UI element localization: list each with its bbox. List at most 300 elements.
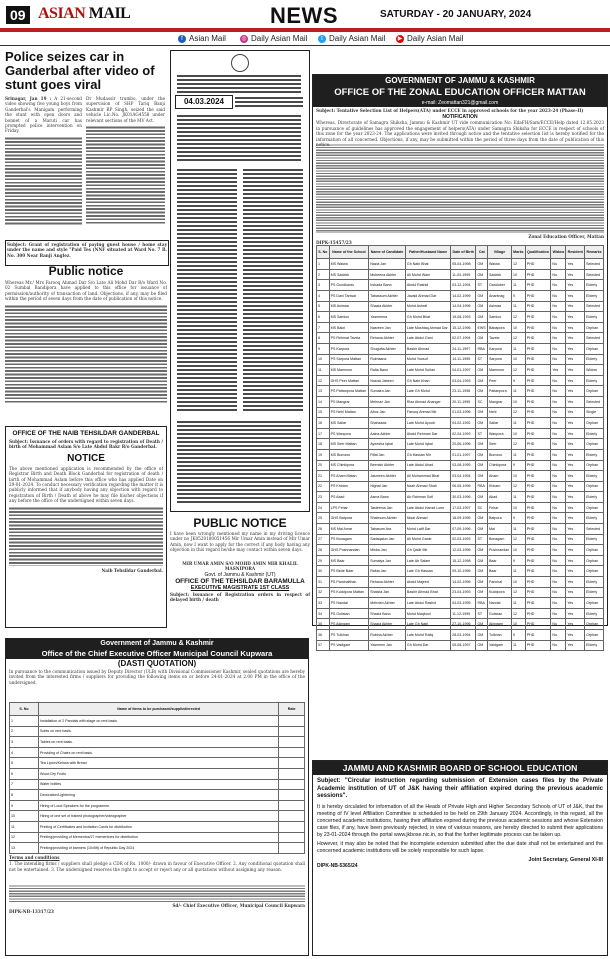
zeo-email: e-mail: Zeomattan321@gmail.com	[313, 99, 607, 107]
zeo-table-cell: Selected	[585, 333, 604, 344]
zeo-table-cell: Elderly	[585, 471, 604, 482]
zeo-table-cell: OM	[476, 301, 488, 312]
zeo-table-cell: Gulistan	[488, 608, 512, 619]
kupwara-table-cell: 5	[10, 758, 39, 769]
zeo-table-header-cell: Resident	[566, 246, 585, 259]
zeo-table-row	[317, 375, 604, 386]
zeo-table-cell: Yes	[566, 312, 585, 323]
zeo-table-cell: 12	[511, 608, 525, 619]
zeo-table-cell: 16	[317, 418, 330, 429]
zeo-table-cell: Riaz Ahmad Ahanger	[405, 396, 450, 407]
zeo-table-header-cell: Father/Husband Name	[405, 246, 450, 259]
emblem-seal-icon	[231, 54, 249, 72]
zeo-table-cell: 36	[317, 630, 330, 641]
zeo-table-cell: Chinkipora	[488, 460, 512, 471]
jkbose-body-2: However, it may also be noted that the incomplete extension submitted after the due date shall not be entertained and the concerned academic institutions will be solely responsible for such lapse.	[317, 840, 603, 854]
issue-date: SATURDAY - 20 JANUARY, 2024	[380, 9, 532, 20]
zeo-table-cell: Khiram	[488, 481, 512, 492]
zeo-table-header-cell: Name of the School	[329, 246, 369, 259]
police-headline: Police seizes car in Ganderbal after video of stunt goes viral	[5, 49, 155, 92]
zeo-table-row	[317, 280, 604, 291]
zeo-table-cell: Late Abdul Ahad	[405, 460, 450, 471]
zeo-notification-title: NOTIFICATION	[442, 114, 478, 121]
zeo-table-cell: No	[551, 322, 566, 333]
zeo-table-cell: 2	[317, 269, 330, 280]
zeo-table-cell: No	[551, 301, 566, 312]
zeo-table-cell: OM	[476, 640, 488, 651]
zeo-table-header-cell: Village	[488, 246, 512, 259]
zeo-table-cell: Yes	[566, 375, 585, 386]
zeo-table-cell: Mangrar	[488, 396, 512, 407]
zeo-table-cell: Gh Hassan Mir	[405, 449, 450, 460]
zeo-table-cell: PHD	[525, 640, 551, 651]
zeo-table-cell: Late Mushtaq Ahmad Dar	[405, 322, 450, 333]
facebook-icon: f	[178, 35, 186, 43]
zeo-table-cell: Late Mohd Iqbal	[405, 439, 450, 450]
zeo-table-cell: Orphan	[585, 545, 604, 556]
zeo-table-cell: PS Sarpora Mattan	[329, 354, 369, 365]
social-facebook[interactable]: f Asian Mail	[178, 34, 226, 43]
zeo-table-cell: 25	[317, 513, 330, 524]
zeo-table-cell: OM	[476, 555, 488, 566]
zeo-table-row	[317, 386, 604, 397]
kupwara-ref: DIPK-NB-13317/23	[9, 908, 54, 914]
zeo-table-cell: Ayeesha Iqbal	[369, 439, 406, 450]
zeo-table-cell: OM	[476, 524, 488, 535]
urdu-notice-body-1	[177, 113, 301, 163]
zeo-table-cell: Beenish Akhter	[369, 460, 406, 471]
kupwara-terms: 1. The intending firms / suppliers shall pledge a CDR of Rs. 1000/- drawn in favour of Executive Officer. 2. Any conditional quotation shall not be entertained. 3. The undersigned reserves the right to accept or reject any or all quotations without assigning any reason.	[9, 861, 305, 872]
zeo-table-cell: 17	[317, 428, 330, 439]
zeo-table-cell: SC	[476, 502, 488, 513]
zeo-table-cell: GHS Peer Mattan	[329, 375, 369, 386]
zeo-table-cell: Yes	[566, 534, 585, 545]
zeo-table-cell: RBA	[476, 598, 488, 609]
public-notice-mid-title: PUBLIC NOTICE	[193, 516, 287, 530]
zeo-table-cell: PHD	[525, 365, 551, 376]
zeo-office: OFFICE OF THE ZONAL EDUCATION OFFICER MATTAN	[313, 86, 607, 99]
zeo-table-cell: MS Baar	[329, 555, 369, 566]
kupwara-table-cell: 4	[10, 747, 39, 758]
zeo-table-cell: 11	[511, 449, 525, 460]
zeo-table-cell: Gh Qadir Mir	[405, 545, 450, 556]
zeo-table-header-cell: Widow	[551, 246, 566, 259]
kupwara-table-cell: Tables on rent basis.	[39, 737, 279, 748]
kupwara-signature: Sd/- Chief Executive Officer, Municipal Council Kupwara	[172, 903, 305, 909]
zeo-table-cell: Nazir Ahmad Shah	[405, 481, 450, 492]
zeo-table-cell: 12	[317, 375, 330, 386]
zeo-table-cell: ST	[476, 354, 488, 365]
zeo-subject: Subject: Tentative Selection List of Helpers(ATA) under ECCE in approved schools for the year 2023-24 (Phase-II)	[316, 108, 584, 113]
zeo-table-cell: Yes	[566, 481, 585, 492]
zeo-table-cell: 06-05-1996	[451, 481, 476, 492]
zeo-table-cell: OM	[476, 418, 488, 429]
zeo-table-cell: Akingam	[488, 619, 512, 630]
zeo-table-cell: 9	[511, 460, 525, 471]
zeo-table-cell: Late Mohd Sultan	[405, 365, 450, 376]
zeo-table-cell: 10	[511, 619, 525, 630]
zeo-table-cell: PHD	[525, 619, 551, 630]
zeo-table-cell: Selected	[585, 269, 604, 280]
zeo-table-wrap	[313, 245, 607, 651]
zeo-table-cell: Selected	[585, 259, 604, 270]
zeo-table-cell: 22	[317, 481, 330, 492]
zeo-table-cell: OM	[476, 545, 488, 556]
baramulla-public-notice	[170, 606, 310, 636]
zeo-table-cell: 3	[317, 280, 330, 291]
zeo-table-cell: Yes	[566, 471, 585, 482]
zeo-table-cell: PHD	[525, 269, 551, 280]
kupwara-table-row	[10, 768, 305, 779]
zeo-table-cell: 18-09-1995	[451, 513, 476, 524]
jkbose-title: JAMMU AND KASHMIR BOARD OF SCHOOL EDUCATION	[313, 761, 607, 775]
kupwara-table-wrap	[6, 702, 308, 854]
zeo-table-cell: Karpora	[488, 343, 512, 354]
zeo-table-cell: Yes	[566, 291, 585, 302]
zeo-table-row	[317, 333, 604, 344]
zeo-table-cell: PHD	[525, 502, 551, 513]
police-article-col1: Srinagar, Jan 19 : A 21-second video showing five young boys from Ganderbal's Manigam performing the stunt with open doors and bonnet of a Maruti car has prompted police intervention on Friday.	[5, 96, 82, 238]
zeo-signature: Zonal Education Officer, Mattan	[528, 234, 604, 240]
public-notice-mid-signer: MIR UMAR AMIN S/O MOHD AMIN MIR KHALIL MASNIPORA	[182, 561, 298, 572]
zeo-table-cell: Batpora	[488, 513, 512, 524]
zeo-table-cell: PS Akad	[329, 492, 369, 503]
zeo-table-cell: Yes	[566, 386, 585, 397]
zeo-table-cell: No	[551, 492, 566, 503]
jkbose-subject: Subject: "Circular instruction regarding submission of Extension cases files by the Private Academic institution of UT of J&K having their affiliation expired during the previous academic sessions".	[317, 778, 603, 800]
zeo-table-cell: Babapora	[488, 322, 512, 333]
kupwara-table-row	[10, 716, 305, 727]
zeo-table-cell: 03-12-1994	[451, 280, 476, 291]
zeo-table-cell: Seer	[488, 439, 512, 450]
zeo-table-cell: 5	[317, 301, 330, 312]
zeo-table-cell: Sumaira Jan	[369, 386, 406, 397]
zeo-table-cell: Abdul Rashid	[405, 280, 450, 291]
zeo-table-cell: 17-03-1997	[451, 502, 476, 513]
zeo-table-cell: SC	[476, 396, 488, 407]
zeo-table-cell: Baar	[488, 566, 512, 577]
zeo-table-cell: No	[551, 502, 566, 513]
zeo-table-cell: Orphan	[585, 566, 604, 577]
zeo-table-cell: Rafia Bano	[369, 365, 406, 376]
zeo-table-cell: Orphan	[585, 619, 604, 630]
zeo-table-cell: Mohd Yousuf	[405, 354, 450, 365]
zeo-table-cell: Orphan	[585, 439, 604, 450]
zeo-table-cell: 11	[511, 640, 525, 651]
kupwara-table-row	[10, 821, 305, 832]
kupwara-table-row	[10, 790, 305, 801]
zeo-table-cell: OM	[476, 439, 488, 450]
zeo-table-row	[317, 492, 604, 503]
zeo-table-cell: Orphan	[585, 481, 604, 492]
zeo-table-cell: Yes	[566, 449, 585, 460]
zeo-table-cell: 12	[511, 407, 525, 418]
zeo-table-cell: ST	[476, 608, 488, 619]
kupwara-table-cell	[279, 779, 305, 790]
zeo-table-cell: 19	[317, 449, 330, 460]
zeo-table-cell: Bonagam	[488, 534, 512, 545]
zeo-table-cell: Baar	[488, 555, 512, 566]
zeo-table-row	[317, 312, 604, 323]
zeo-table-cell: PHD	[525, 460, 551, 471]
kupwara-table-cell	[279, 747, 305, 758]
zeo-table-cell: PHD	[525, 439, 551, 450]
zeo-table-cell: PHD	[525, 566, 551, 577]
zeo-table-row	[317, 449, 604, 460]
zeo-table-cell: 27	[317, 534, 330, 545]
zeo-table-cell: Mubeena Akhter	[369, 269, 406, 280]
tehsildar-subject: Subject: Issuance of orders with regard to registration of Death / birth of Mohammad Aslam S/o Late Abdul Bakr R/o Ganderbal.	[9, 439, 163, 450]
kupwara-table-cell: 6	[10, 768, 39, 779]
zeo-table-cell: Nehl	[488, 407, 512, 418]
zeo-table-cell: MS Seer Mattan	[329, 439, 369, 450]
zeo-table-cell: Selected	[585, 524, 604, 535]
zeo-table-cell: 24-11-1997	[451, 343, 476, 354]
zeo-table-cell: No	[551, 269, 566, 280]
zeo-table-cell: Panchal	[488, 577, 512, 588]
kupwara-table-header-cell: S. No	[10, 703, 39, 716]
zeo-table-cell: PS Gundharav	[329, 280, 369, 291]
zeo-table-cell: 35	[317, 619, 330, 630]
zeo-table-cell: PHD	[525, 301, 551, 312]
zeo-table-cell: PHD	[525, 481, 551, 492]
kupwara-table-cell	[279, 800, 305, 811]
zeo-table-cell: Nazia Jan	[369, 259, 406, 270]
zeo-table-cell: OM	[476, 587, 488, 598]
zeo-table-cell: 12-03-1996	[451, 545, 476, 556]
zeo-table-cell: Yes	[566, 630, 585, 641]
kupwara-table-cell	[279, 768, 305, 779]
zeo-table-cell: 28	[317, 545, 330, 556]
zeo-table-row	[317, 428, 604, 439]
zeo-table-cell: Yes	[566, 545, 585, 556]
zeo-table-cell: Ali Mohd Ganie	[405, 534, 450, 545]
zeo-table-cell: 26	[317, 524, 330, 535]
social-instagram[interactable]: ◎ Daily Asian Mail	[241, 34, 308, 43]
youtube-icon: ▶	[397, 35, 403, 42]
zeo-table-cell: PHD	[525, 524, 551, 535]
zeo-table-header-cell: Date of Birth	[451, 246, 476, 259]
zeo-table-cell: OM	[476, 375, 488, 386]
zeo-table-cell: No	[551, 280, 566, 291]
zeo-table-cell: Yes	[566, 513, 585, 524]
zeo-table-cell: Orphan	[585, 630, 604, 641]
zeo-table-cell: Rehana Akhter	[369, 333, 406, 344]
zeo-table-cell: 12	[511, 534, 525, 545]
zeo-table-header-cell: S. No	[317, 246, 330, 259]
zeo-table-cell: Rifat Jan	[369, 449, 406, 460]
social-youtube[interactable]: ▶ Daily Asian Mail	[397, 34, 464, 43]
zeo-table-cell: No	[551, 291, 566, 302]
zeo-table-cell: Afroz Jan	[369, 407, 406, 418]
kupwara-table-header-cell: Rate	[279, 703, 305, 716]
kupwara-terms-title: Terms and conditions	[9, 854, 60, 860]
zeo-table-cell: 34	[317, 608, 330, 619]
zeo-table-cell: Abdul Majeed	[405, 577, 450, 588]
zeo-table-cell: Elderly	[585, 312, 604, 323]
jkbose-signature: Joint Secretary, General XI-III	[528, 856, 603, 863]
zeo-table-cell: PHD	[525, 322, 551, 333]
zeo-table-cell: 23-11-1998	[451, 386, 476, 397]
zeo-table-cell: 6	[317, 312, 330, 323]
zeo-table-row	[317, 354, 604, 365]
zeo-table-cell: 18	[317, 439, 330, 450]
zeo-table-cell: 9	[511, 555, 525, 566]
zeo-table-cell: PHD	[525, 259, 551, 270]
newspaper-logo: ASIAN MAIL	[38, 5, 131, 22]
zeo-table-cell: Orphan	[585, 343, 604, 354]
baramulla-gov: Govt. of Jammu & Kashmir (UT)	[204, 572, 276, 578]
zeo-table-cell: Elderly	[585, 280, 604, 291]
zeo-table-cell: Yes	[566, 428, 585, 439]
zeo-table-cell: Yes	[566, 439, 585, 450]
baramulla-magistrate: EXECUTIVE MAGISTRATE 1ST CLASS	[190, 585, 290, 591]
zeo-table-cell: Sallar	[488, 418, 512, 429]
zeo-table-cell: 12	[511, 587, 525, 598]
zeo-table-cell: Selected	[585, 396, 604, 407]
zeo-table-cell: No	[551, 343, 566, 354]
zeo-table-cell: OM	[476, 291, 488, 302]
zeo-table-row	[317, 555, 604, 566]
kupwara-table-cell: Installation of 2 Pandals with stage on rent basis.	[39, 716, 279, 727]
zeo-table-cell: RBA	[476, 481, 488, 492]
zeo-table-cell: MS Saddek	[329, 269, 369, 280]
zeo-table-cell: OM	[476, 365, 488, 376]
zeo-table-cell: Yes	[566, 407, 585, 418]
zeo-table-cell: Yes	[566, 269, 585, 280]
jkbose-body: It is hereby circulated for information of all the Heads of Private High and Higher Secondary Schools of UT of J&K, that the meeting of IV level Affiliation Committee is scheduled to be held on 29th January 2024. Accordingly, in this regard, all the concerned academic institutions, having their affiliation expired during the previous academic sessions and whose Extension case files, if any, have been previously rejected, in view of various reasons, are hereby directed to submit their applications by 23-01-2024 through the portal www.jkbose.nic.in, so that the further legitimate process can be taken up.	[317, 803, 603, 838]
zeo-table-cell: 13	[317, 386, 330, 397]
social-twitter[interactable]: t Daily Asian Mail	[318, 34, 385, 43]
kupwara-table-row	[10, 811, 305, 822]
tehsildar-notice	[5, 426, 167, 628]
zeo-table-row	[317, 418, 604, 429]
zeo-table-cell: PHD	[525, 545, 551, 556]
zeo-table-row	[317, 269, 604, 280]
zeo-table-cell: PHD	[525, 630, 551, 641]
zeo-table-cell: Sarpora	[488, 354, 512, 365]
kupwara-table-cell: 2	[10, 726, 39, 737]
zeo-table-cell: 03-04-1994	[451, 471, 476, 482]
zeo-table-cell: 01-01-1997	[451, 449, 476, 460]
zeo-table-cell: Wanpora	[488, 428, 512, 439]
zeo-table-cell: 21	[317, 471, 330, 482]
zeo-table-cell: Elderly	[585, 354, 604, 365]
zeo-table-cell: Elderly	[585, 640, 604, 651]
kupwara-table-cell	[279, 716, 305, 727]
zeo-table-cell: OM	[476, 386, 488, 397]
zeo-table-cell: GHS Batpora	[329, 513, 369, 524]
zeo-table-row	[317, 619, 604, 630]
zeo-table-cell: ST	[476, 534, 488, 545]
zeo-table-row	[317, 396, 604, 407]
zeo-table-cell: OM	[476, 577, 488, 588]
zeo-table-cell: PS Akingam	[329, 619, 369, 630]
zeo-table-cell: Farooq Ahmad Mir	[405, 407, 450, 418]
kupwara-table-cell: Water bottles	[39, 779, 279, 790]
zeo-table-cell: 03-04-1993	[451, 375, 476, 386]
zeo-table-cell: 11	[511, 386, 525, 397]
zeo-table-cell: OM	[476, 566, 488, 577]
zeo-table-cell: 11	[511, 418, 525, 429]
zeo-table-cell: Javaid Ahmad Dar	[405, 291, 450, 302]
kupwara-terms-text	[9, 884, 305, 902]
zeo-table-cell: 11	[317, 365, 330, 376]
urdu-notice-text-line	[235, 95, 303, 109]
zeo-table-cell: OM	[476, 460, 488, 471]
zeo-table-cell: PHD	[525, 291, 551, 302]
zeo-table-cell: 02-04-1993	[451, 428, 476, 439]
zeo-table-cell: Shugufta Akhter	[369, 343, 406, 354]
zeo-table-cell: 11	[511, 598, 525, 609]
zeo-table-row	[317, 545, 604, 556]
public-notice-left	[5, 264, 167, 414]
header-red-bar	[0, 28, 610, 32]
kupwara-table-cell: 13	[10, 843, 39, 854]
kupwara-table-cell: 11	[10, 821, 39, 832]
zeo-table-cell: 37	[317, 640, 330, 651]
public-notice-left-body: Whereas Mr./ Mrs Farooq Ahmad Dar S/o Late Ali Mohd Dar R/o Ward No. 02 Sumbal Bandipora have applied to this office for issuance of permission/authority of transaction of land. Objections, if any, may be filed within the period of seven days from the date of publication of this notice.	[5, 280, 167, 302]
kupwara-office: Office of the Chief Executive Officer Municipal Council Kupwara	[6, 648, 308, 659]
zeo-table-cell: PHD	[525, 280, 551, 291]
zeo-table-cell: PHD	[525, 396, 551, 407]
section-title: NEWS	[270, 3, 338, 28]
zeo-table-cell: PS Gulistan	[329, 608, 369, 619]
zeo-table-cell: 10	[511, 396, 525, 407]
zeo-table-cell: 11-03-1995	[451, 269, 476, 280]
zeo-table-cell: 8	[317, 333, 330, 344]
zeo-table-cell: OM	[476, 492, 488, 503]
zeo-table-row	[317, 322, 604, 333]
zeo-table-cell: 05-04-1998	[451, 259, 476, 270]
kupwara-table-row	[10, 800, 305, 811]
zeo-table-cell: No	[551, 513, 566, 524]
zeo-table-cell: Yes	[566, 598, 585, 609]
zeo-table-cell: PHD	[525, 555, 551, 566]
zeo-table-cell: Gh Mohd Dar	[405, 640, 450, 651]
baramulla-subject: Subject: Issuance of Registration orders in respect of delayed birth / death	[170, 592, 310, 603]
zeo-table-cell: Yes	[566, 502, 585, 513]
kupwara-table-cell: Providing of Chairs on rent basis.	[39, 747, 279, 758]
zeo-table-cell: No	[551, 640, 566, 651]
zeo-table-cell: No	[551, 439, 566, 450]
zeo-table-cell: PHD	[525, 471, 551, 482]
zeo-table-cell: 1	[317, 259, 330, 270]
zeo-table-cell: 30-03-1996	[451, 492, 476, 503]
zeo-table-cell: 27-10-1996	[451, 619, 476, 630]
zeo-table-cell: PHD	[525, 587, 551, 598]
zeo-table-row	[317, 630, 604, 641]
kupwara-table-cell: Hiring of one set of trained photographer/videographer	[39, 811, 279, 822]
zeo-table-cell: Gh Nabi Bhat	[405, 259, 450, 270]
zeo-table-cell: No	[551, 396, 566, 407]
zeo-table-cell: No	[551, 259, 566, 270]
zeo-table-cell: 28-03-1994	[451, 630, 476, 641]
urdu-notice-date-box: 04.03.2024	[175, 95, 233, 109]
kupwara-table-row	[10, 726, 305, 737]
zeo-table-cell: Nandal	[488, 598, 512, 609]
kupwara-gov: Government of Jammu & Kashmir	[6, 639, 308, 648]
zeo-table-cell: Samloo	[488, 312, 512, 323]
zeo-table-cell: 14-02-1999	[451, 291, 476, 302]
zeo-notification-text	[316, 143, 604, 233]
kupwara-table-cell: 3	[10, 737, 39, 748]
kupwara-table-cell: Tea Lipton/Kehwa with Bread	[39, 758, 279, 769]
kupwara-table-cell: Sofas on rent basis.	[39, 726, 279, 737]
zeo-table-cell: Ali Mohammad Bhat	[405, 471, 450, 482]
zeo-table-cell: Orphan	[585, 598, 604, 609]
zeo-table-cell: Mamnoor	[488, 365, 512, 376]
